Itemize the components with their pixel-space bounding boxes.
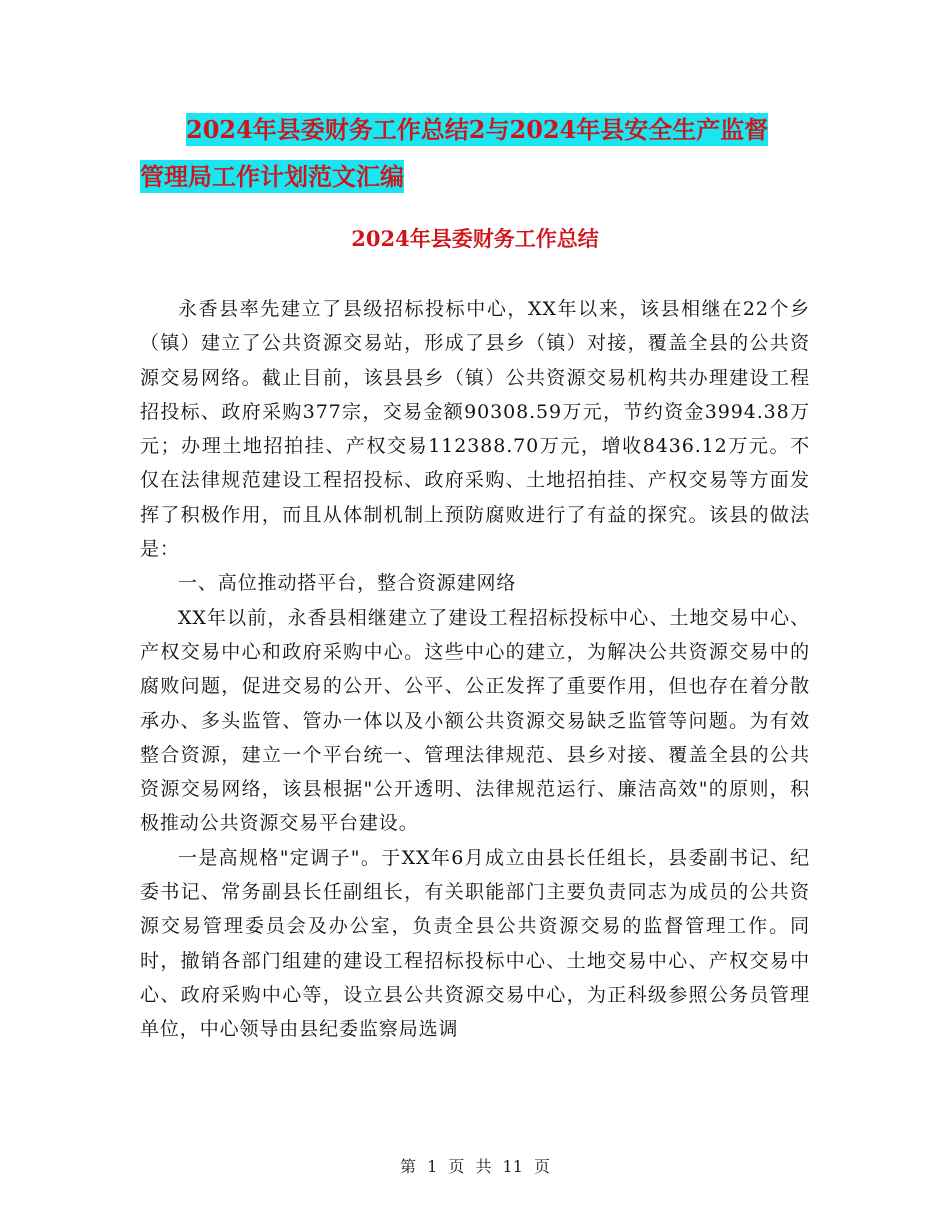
document-title bbox=[140, 106, 840, 200]
title-line-1: 2024年县委财务工作总结2与2024年县安全生产监督 bbox=[186, 115, 769, 144]
paragraph-heading: 一、高位推动搭平台，整合资源建网络 bbox=[178, 572, 517, 595]
paragraph: 一是高规格"定调子"。于XX年6月成立由县长任组长，县委副书记、纪委书记、常务副县长任副组长，有关职能部门主要负责同志为成员的公共资源交易管理委员会及办公室，负责全县公共资源交易的监督管理工作。同时，撤销各部门组建的建设工程招标投标中心、土地交易中心、产权交易中心、政府采购中心等，设立县公共资源交易中心，为正科级参照公务员管理单位，中心领导由县纪委监察局选调 bbox=[140, 846, 810, 1041]
document-body bbox=[140, 292, 810, 1047]
title-line-2: 管理局工作计划范文汇编 bbox=[140, 162, 404, 191]
page-footer: 第 1 页 共 11 页 bbox=[400, 1157, 550, 1176]
section-title: 2024年县委财务工作总结 bbox=[351, 226, 599, 251]
paragraph: 永香县率先建立了县级招标投标中心，XX年以来，该县相继在22个乡（镇）建立了公共资源交易站，形成了县乡（镇）对接，覆盖全县的公共资源交易网络。截止目前，该县县乡（镇）公共资源交易机构共办理建设工程招投标、政府采购377宗，交易金额90308.59万元，节约资金3994.38万元；办理土地招拍挂、产权交易112388.70万元，增收8436.12万元。不仅在法律规范建设工程招投标、政府采购、土地招拍挂、产权交易等方面发挥了积极作用，而且从体制机制上预防腐败进行了有益的探究。该县的做法是： bbox=[140, 298, 810, 561]
paragraph: XX年以前，永香县相继建立了建设工程招标投标中心、土地交易中心、产权交易中心和政府采购中心。这些中心的建立，为解决公共资源交易中的腐败问题，促进交易的公开、公平、公正发挥了重要作用，但也存在着分散承办、多头监管、管办一体以及小额公共资源交易缺乏监管等问题。为有效整合资源，建立一个平台统一、管理法律规范、县乡对接、覆盖全县的公共资源交易网络，该县根据"公开透明、法律规范运行、廉洁高效"的原则，积极推动公共资源交易平台建设。 bbox=[140, 606, 810, 835]
